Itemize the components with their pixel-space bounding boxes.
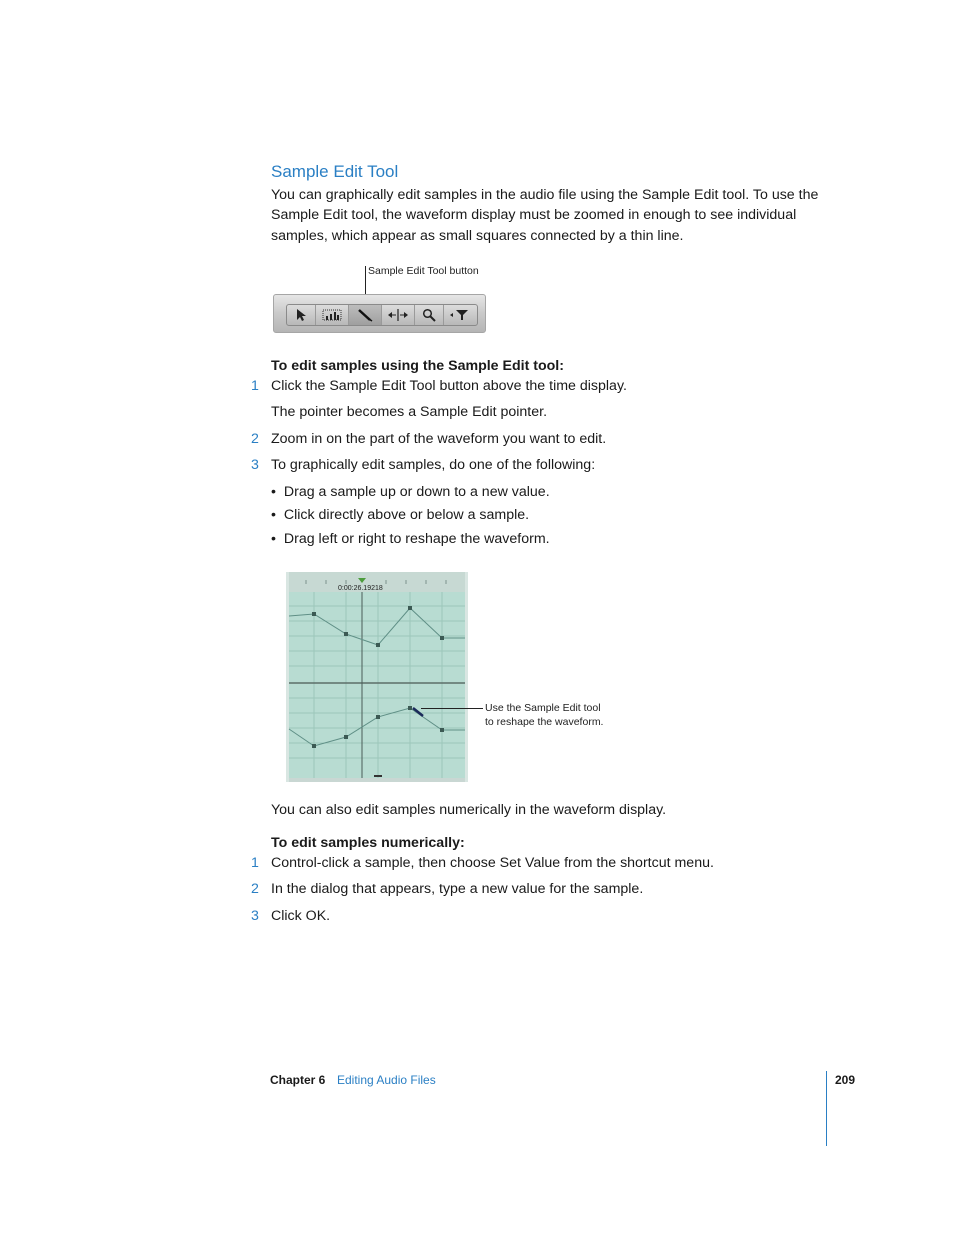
level-meter-icon xyxy=(322,308,342,322)
bullet-2: • Click directly above or below a sample. xyxy=(271,507,530,523)
task1-step3-number: 3 xyxy=(251,457,259,473)
trim-tool-button[interactable] xyxy=(382,305,415,325)
toolbar-screenshot xyxy=(273,294,486,333)
task1-heading: To edit samples using the Sample Edit tool: xyxy=(271,358,564,374)
task1-step1-text: Click the Sample Edit Tool button above the time display. xyxy=(271,378,627,394)
magnifier-icon xyxy=(422,308,436,322)
task2-step3-text: Click OK. xyxy=(271,908,331,924)
waveform-callout-line2: to reshape the waveform. xyxy=(485,716,604,728)
bullet-3: • Drag left or right to reshape the waveform. xyxy=(271,531,550,547)
intro-line-1: You can graphically edit samples in the audio file using the Sample Edit tool. To use the xyxy=(271,187,819,203)
task2-step3-number: 3 xyxy=(251,908,259,924)
task1-step1-note: The pointer becomes a Sample Edit pointer. xyxy=(271,404,548,420)
task1-step2-text: Zoom in on the part of the waveform you want to edit. xyxy=(271,431,607,447)
waveform-callout-line xyxy=(421,708,483,709)
task2-step1-text: Control-click a sample, then choose Set Value from the shortcut menu. xyxy=(271,855,714,871)
bullet-3-text: Drag left or right to reshape the waveform. xyxy=(283,531,550,547)
footer-chapter-title[interactable]: Editing Audio Files xyxy=(337,1073,436,1087)
bullet-2-text: Click directly above or below a sample. xyxy=(283,507,530,523)
sample-edit-tool-button[interactable] xyxy=(349,305,382,325)
pencil-icon xyxy=(357,308,373,322)
task2-step2-number: 2 xyxy=(251,881,259,897)
task2-step1-number: 1 xyxy=(251,855,259,871)
trim-arrows-icon xyxy=(387,308,409,322)
arrow-tool-button[interactable] xyxy=(287,305,316,325)
page-number: 209 xyxy=(835,1073,856,1087)
arrow-pointer-icon xyxy=(294,308,308,322)
bullet-1-text: Drag a sample up or down to a new value. xyxy=(283,484,550,500)
task1-step1-number: 1 xyxy=(251,378,259,394)
task1-step3-text: To graphically edit samples, do one of the following: xyxy=(271,457,596,473)
task2-step2-text: In the dialog that appears, type a new value for the sample. xyxy=(271,881,644,897)
zoom-tool-button[interactable] xyxy=(415,305,444,325)
filter-menu-button[interactable] xyxy=(444,305,476,325)
footer-divider xyxy=(826,1071,827,1146)
bullet-1: • Drag a sample up or down to a new value. xyxy=(271,484,550,500)
toolbar-callout-label: Sample Edit Tool button xyxy=(368,265,479,277)
task2-heading: To edit samples numerically: xyxy=(271,835,465,851)
timecode-label: 0:00:26.19218 xyxy=(338,585,383,592)
intro-line-2: Sample Edit tool, the waveform display must be zoomed in enough to see individual xyxy=(271,207,797,223)
section-title: Sample Edit Tool xyxy=(271,162,399,181)
toolbar-button-strip xyxy=(286,304,478,326)
waveform-display xyxy=(286,572,468,782)
footer-chapter-label: Chapter 6 xyxy=(270,1073,326,1087)
level-tool-button[interactable] xyxy=(316,305,349,325)
after-figure-text: You can also edit samples numerically in the waveform display. xyxy=(271,802,667,818)
funnel-menu-icon xyxy=(449,308,471,322)
task1-step2-number: 2 xyxy=(251,431,259,447)
intro-line-3: samples, which appear as small squares connected by a thin line. xyxy=(271,228,684,244)
waveform-callout-line1: Use the Sample Edit tool xyxy=(485,702,601,714)
